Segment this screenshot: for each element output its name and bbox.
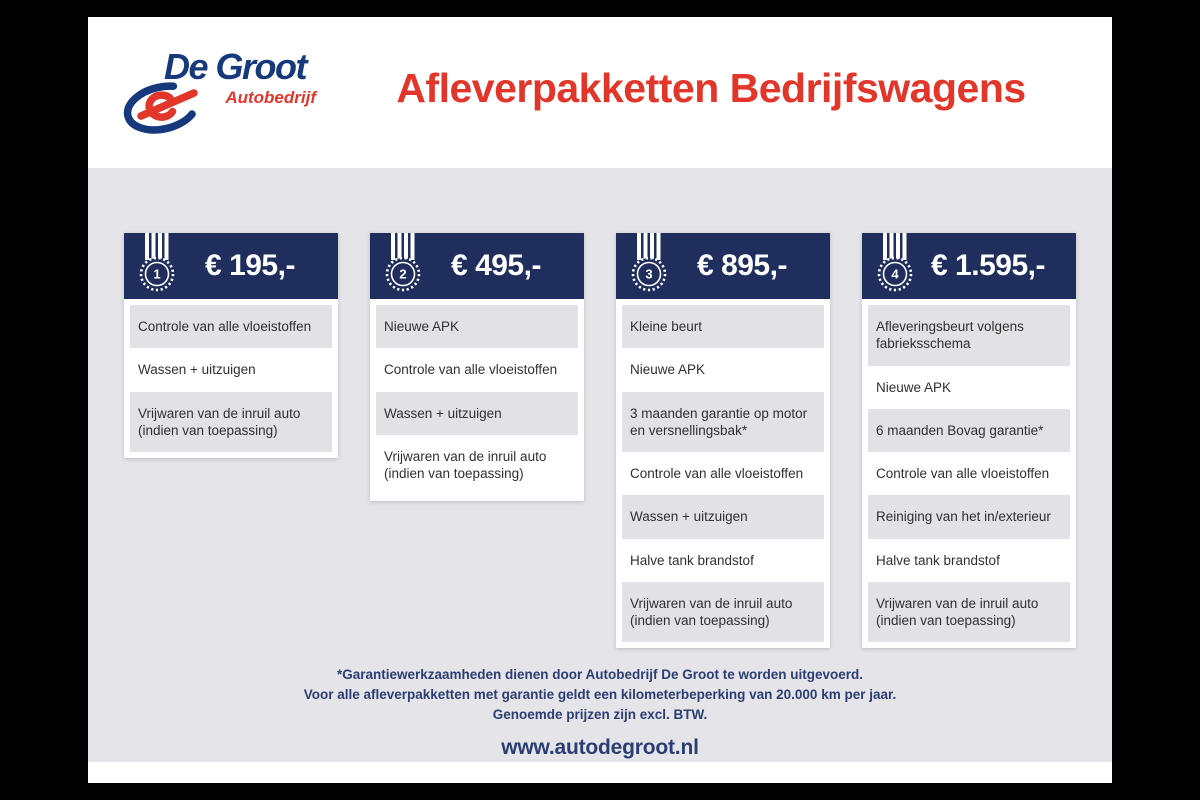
flyer-page xyxy=(88,17,1112,783)
medal-1-number: 1 xyxy=(153,266,161,282)
package-item: 6 maanden Bovag garantie* xyxy=(868,409,1070,452)
package-4-header xyxy=(862,233,1076,299)
package-3-items xyxy=(616,299,830,648)
logo-name: De Groot xyxy=(164,45,307,87)
package-item: Vrijwaren van de inruil auto (indien van toepassing) xyxy=(130,392,332,453)
package-4-items xyxy=(862,299,1076,648)
note-line: Genoemde prijzen zijn excl. BTW. xyxy=(492,706,708,722)
package-item: Reiniging van het in/exterieur xyxy=(868,495,1070,538)
logo xyxy=(118,34,366,152)
package-1-header xyxy=(124,233,338,299)
page-title: Afleverpakketten Bedrijfswagens xyxy=(396,65,1026,111)
package-item: Nieuwe APK xyxy=(876,379,952,395)
package-2-header xyxy=(370,233,584,299)
package-card-3 xyxy=(616,233,830,648)
package-item: Vrijwaren van de inruil auto (indien van toepassing) xyxy=(868,582,1070,643)
package-item: Wassen + uitzuigen xyxy=(622,495,824,538)
package-item: Kleine beurt xyxy=(622,305,824,348)
medal-1-icon xyxy=(136,233,180,295)
medal-3-number: 3 xyxy=(645,266,653,282)
medal-4-number: 4 xyxy=(891,266,899,282)
package-3-header xyxy=(616,233,830,299)
package-item: Vrijwaren van de inruil auto (indien van toepassing) xyxy=(622,582,824,643)
package-item: Afleveringsbeurt volgens fabrieksschema xyxy=(868,305,1070,366)
package-item: Nieuwe APK xyxy=(630,362,706,378)
bottom-strip xyxy=(88,762,1112,783)
logo-subtitle: Autobedrijf xyxy=(225,87,316,107)
package-item: Controle van alle vloeistoffen xyxy=(130,305,332,348)
package-item: Controle van alle vloeistoffen xyxy=(630,466,804,482)
package-card-2 xyxy=(370,233,584,501)
package-3-price: € 895,- xyxy=(697,249,787,282)
package-item: Vrijwaren van de inruil auto (indien van toepassing) xyxy=(384,448,547,482)
flyer-body xyxy=(88,168,1112,762)
package-1-items xyxy=(124,299,338,458)
medal-3-icon xyxy=(628,233,672,295)
note-line: *Garantiewerkzaamheden dienen door Autobedrijf De Groot te worden uitgevoerd. xyxy=(336,667,864,683)
package-item: Nieuwe APK xyxy=(376,305,578,348)
package-cards xyxy=(124,233,1076,648)
package-item: Halve tank brandstof xyxy=(630,552,754,568)
package-item: 3 maanden garantie op motor en versnellingsbak* xyxy=(622,392,824,453)
package-item: Halve tank brandstof xyxy=(876,552,1000,568)
package-card-4 xyxy=(862,233,1076,648)
package-2-price: € 495,- xyxy=(451,249,541,282)
note-line: Voor alle afleverpakketten met garantie geldt een kilometerbeperking van 20.000 km per jaar. xyxy=(303,686,897,702)
package-4-price: € 1.595,- xyxy=(931,249,1045,282)
package-item: Controle van alle vloeistoffen xyxy=(384,362,558,378)
package-1-price: € 195,- xyxy=(205,249,295,282)
package-item: Controle van alle vloeistoffen xyxy=(876,466,1050,482)
medal-2-number: 2 xyxy=(399,266,407,282)
package-item: Wassen + uitzuigen xyxy=(138,362,256,378)
website-url[interactable]: www.autodegroot.nl xyxy=(501,736,699,760)
header xyxy=(88,17,1112,168)
medal-2-icon xyxy=(382,233,426,295)
package-item: Wassen + uitzuigen xyxy=(376,392,578,435)
package-2-items xyxy=(370,299,584,501)
medal-4-icon xyxy=(874,233,918,295)
package-card-1 xyxy=(124,233,338,458)
footer-notes xyxy=(304,665,897,724)
